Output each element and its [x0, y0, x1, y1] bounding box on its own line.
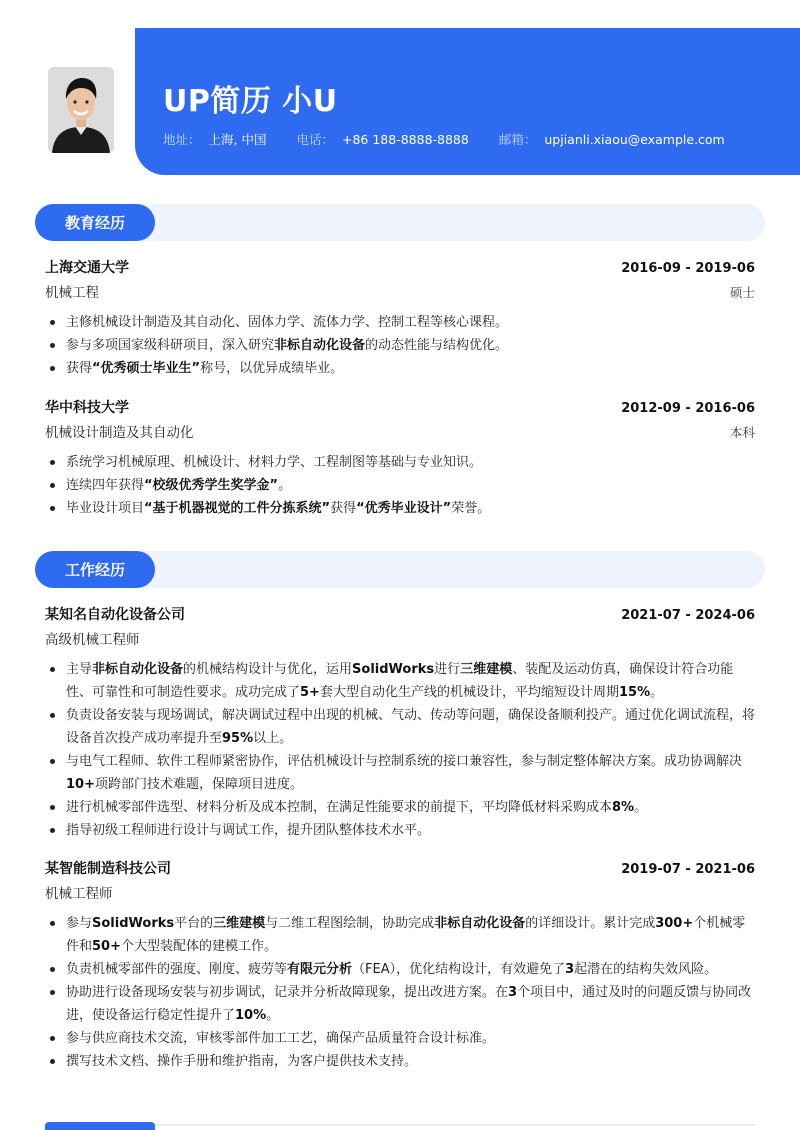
- degree: 本科: [729, 425, 755, 440]
- bullet-list: [45, 658, 755, 842]
- section-title: 工作经历: [35, 551, 155, 588]
- bullet-item: 主修机械设计制造及其自动化、固体力学、流体力学、控制工程等核心课程。: [45, 311, 755, 334]
- bullet-item: 获得“优秀硕士毕业生”称号，以优异成绩毕业。: [45, 357, 755, 380]
- contact-email: 邮箱： upjianli.xiaou@example.com: [498, 132, 725, 147]
- degree: 硕士: [729, 285, 755, 300]
- bullet-item: 参与多项国家级科研项目，深入研究非标自动化设备的动态性能与结构优化。: [45, 334, 755, 357]
- candidate-name: UP简历 小U: [163, 84, 338, 119]
- next-section-pill: [45, 1122, 155, 1130]
- major: 机械设计制造及其自动化: [45, 425, 194, 441]
- bullet-item: 连续四年获得“校级优秀学生奖学金”。: [45, 474, 755, 497]
- date-range: 2021-07 - 2024-06: [621, 608, 755, 623]
- contact-address: 地址： 上海, 中国: [163, 132, 267, 147]
- bullet-item: 参与供应商技术交流，审核零部件加工工艺，确保产品质量符合设计标准。: [45, 1027, 755, 1050]
- company-name: 某知名自动化设备公司: [45, 607, 185, 623]
- bullet-item: 负责机械零部件的强度、刚度、疲劳等有限元分析（FEA），优化结构设计，有效避免了3起潜在的结构失效风险。: [45, 958, 755, 981]
- bullet-list: [45, 311, 755, 380]
- bullet-item: 毕业设计项目“基于机器视觉的工件分拣系统”获得“优秀毕业设计”荣誉。: [45, 497, 755, 520]
- avatar: [48, 67, 114, 153]
- date-range: 2012-09 - 2016-06: [621, 401, 755, 416]
- contact-info: [163, 130, 755, 148]
- job-role: 高级机械工程师: [45, 632, 140, 648]
- bullet-list: [45, 451, 755, 520]
- school-name: 华中科技大学: [45, 400, 129, 416]
- company-name: 某智能制造科技公司: [45, 861, 171, 877]
- bullet-item: 负责设备安装与现场调试，解决调试过程中出现的机械、气动、传动等问题，确保设备顺利投产。通过优化调试流程，将设备首次投产成功率提升至95%以上。: [45, 704, 755, 750]
- date-range: 2019-07 - 2021-06: [621, 862, 755, 877]
- bullet-item: 与电气工程师、软件工程师紧密协作，评估机械设计与控制系统的接口兼容性，参与制定整体解决方案。成功协调解决10+项跨部门技术难题，保障项目进度。: [45, 750, 755, 796]
- education-entry: [45, 397, 755, 520]
- section-title: 教育经历: [35, 204, 155, 241]
- bullet-item: 协助进行设备现场安装与初步调试，记录并分析故障现象，提出改进方案。在3个项目中，通过及时的问题反馈与协同改进，使设备运行稳定性提升了10%。: [45, 981, 755, 1027]
- bullet-item: 参与SolidWorks平台的三维建模与二维工程图绘制，协助完成非标自动化设备的详细设计。累计完成300+个机械零件和50+个大型装配体的建模工作。: [45, 912, 755, 958]
- section-header-work: [35, 551, 765, 588]
- bullet-item: 撰写技术文档、操作手册和维护指南，为客户提供技术支持。: [45, 1050, 755, 1073]
- major: 机械工程: [45, 285, 99, 301]
- profile-photo: [48, 67, 114, 153]
- work-entry: [45, 858, 755, 1073]
- bullet-item: 进行机械零部件选型、材料分析及成本控制，在满足性能要求的前提下，平均降低材料采购成本8%。: [45, 796, 755, 819]
- bullet-item: 指导初级工程师进行设计与调试工作，提升团队整体技术水平。: [45, 819, 755, 842]
- bullet-item: 主导非标自动化设备的机械结构设计与优化，运用SolidWorks进行三维建模、装配及运动仿真，确保设计符合功能性、可靠性和可制造性要求。成功完成了5+套大型自动化生产线的机械设计，平均缩短设计周期15%。: [45, 658, 755, 704]
- bullet-item: 系统学习机械原理、机械设计、材料力学、工程制图等基础与专业知识。: [45, 451, 755, 474]
- date-range: 2016-09 - 2019-06: [621, 261, 755, 276]
- work-entry: [45, 604, 755, 842]
- school-name: 上海交通大学: [45, 260, 129, 276]
- contact-phone: 电话： +86 188-8888-8888: [296, 132, 469, 147]
- education-entry: [45, 257, 755, 380]
- job-role: 机械工程师: [45, 886, 113, 902]
- bullet-list: [45, 912, 755, 1073]
- section-header-education: [35, 204, 765, 241]
